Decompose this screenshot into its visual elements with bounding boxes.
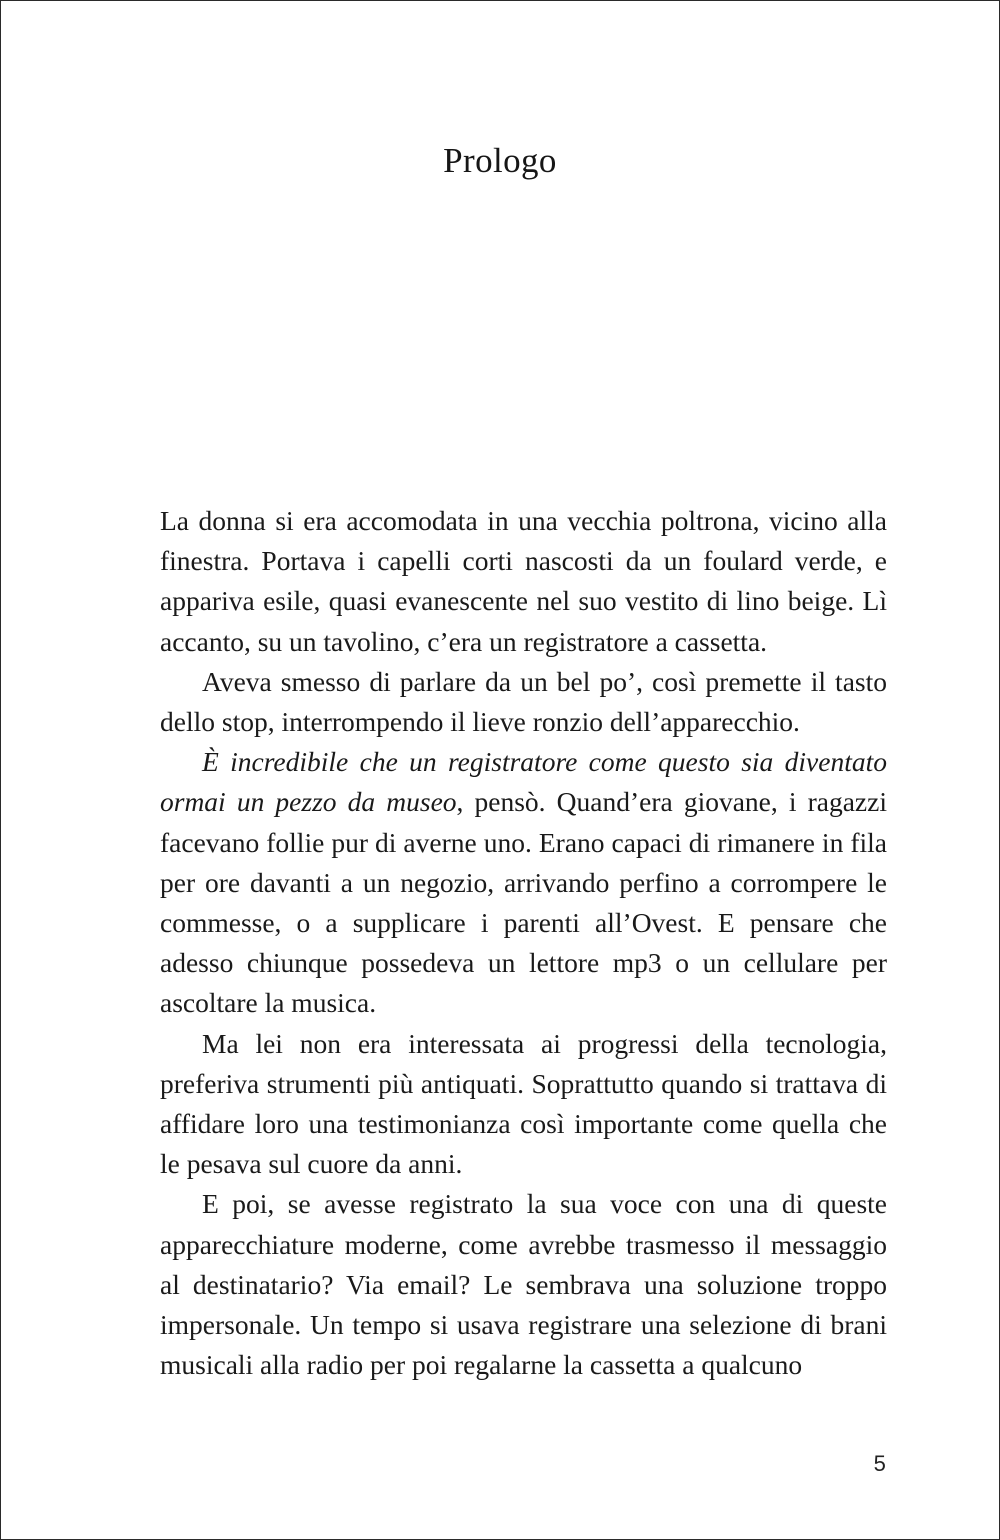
paragraph-5: E poi, se avesse registrato la sua voce con una di queste apparecchiature moderne, come avrebbe trasmesso il messaggio al destinatario? Via email? Le sembrava una soluzione troppo impersonale. Un tempo si usava registrare una selezione di brani musicali alla radio per poi regalarne la cassetta a qualcuno — [160, 1188, 887, 1381]
paragraph-4: Ma lei non era interessata ai progressi della tecnologia, preferiva strumenti più antiquati. Soprattutto quando si trattava di affidare loro una testimonianza così importante come quella che le pesava sul cuore da anni. — [160, 1027, 887, 1180]
paragraph-3-continuation: , pensò. Quand’era giovane, i ragazzi facevano follie pur di averne uno. Erano capaci di rimanere in fila per ore davanti a un negozio, arrivando perfino a corrompere le commesse, o a supplicare i parenti all’Ovest. E pensare che adesso chiunque possedeva un lettore mp3 o un cellulare per ascoltare la musica. — [160, 786, 887, 1019]
paragraph-3 — [160, 742, 887, 1023]
paragraph-1: La donna si era accomodata in una vecchia poltrona, vicino alla finestra. Portava i capelli corti nascosti da un foulard verde, e appariva esile, quasi evanescente nel suo vestito di lino beige. Lì accanto, su un tavolino, c’era un registratore a cassetta. — [160, 505, 887, 657]
italic-inner-monologue: È incredibile che un registratore come questo sia diventato ormai un pezzo da museo — [160, 746, 887, 818]
body-text-block — [160, 501, 887, 1385]
paragraph-2: Aveva smesso di parlare da un bel po’, così premette il tasto dello stop, interrompendo il lieve ronzio dell’apparecchio. — [160, 665, 887, 738]
page-title: Prologo — [443, 141, 557, 180]
page-number: 5 — [873, 1451, 886, 1476]
